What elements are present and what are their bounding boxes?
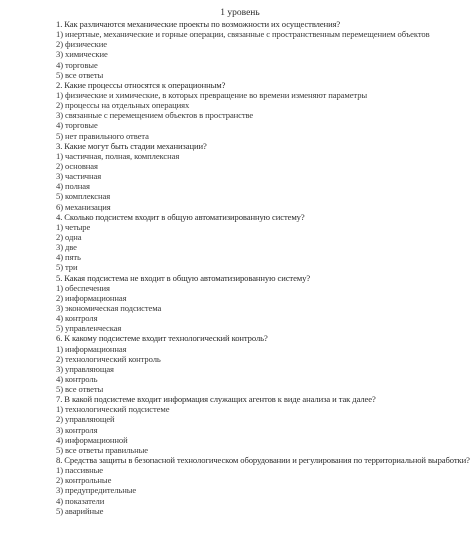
answer-option: 3) управляющая [56,363,114,374]
answer-option: 3) две [56,242,77,253]
answer-option: 4) пять [56,252,81,263]
answer-option: 2) управляющей [56,414,115,425]
answer-option: 5) три [56,262,78,273]
answer-option: 5) аварийные [56,505,104,516]
answer-option: 2) основная [56,160,98,171]
question-text: 2. Какие процессы относятся к операционным? [56,79,226,90]
question-text: 3. Какие могут быть стадии механизации? [56,140,207,151]
answer-option: 5) все ответы [56,69,104,80]
question-text: 4. Сколько подсистем входит в общую автоматизированную систему? [56,211,305,222]
answer-option: 5) все ответы правильные [56,444,148,455]
answer-option: 2) контрольные [56,475,112,486]
answer-option: 1) технологический подсистеме [56,404,170,415]
question-text: 6. К какому подсистеме входит технологический контроль? [56,333,268,344]
answer-option: 1) физические и химические, в которых превращение во времени изменяют параметры [56,89,368,100]
answer-option: 6) механизация [56,201,111,212]
answer-option: 3) химические [56,49,108,60]
answer-option: 3) предупредительные [56,485,137,496]
answer-option: 1) информационная [56,343,127,354]
document-title: 1 уровень [220,8,260,18]
answer-option: 1) обеспечения [56,282,110,293]
answer-option: 1) четыре [56,221,91,232]
answer-option: 2) процессы на отдельных операциях [56,100,190,111]
question-text: 7. В какой подсистеме входит информация служащих агентов к виде анализа и так далее? [56,394,376,405]
answer-option: 2) физические [56,39,107,50]
answer-option: 5) все ответы [56,384,104,395]
answer-option: 3) экономическая подсистема [56,302,162,313]
answer-option: 4) полная [56,181,90,192]
answer-option: 4) информационной [56,434,128,445]
answer-option: 5) комплексная [56,191,111,202]
answer-option: 4) торговые [56,59,98,70]
answer-option: 1) инертные, механические и горные операции, связанные с пространственным перемещением объектов [56,29,430,40]
answer-option: 4) контроль [56,373,98,384]
answer-option: 2) одна [56,231,82,242]
answer-option: 3) частичная [56,171,102,182]
answer-option: 4) контроля [56,313,98,324]
answer-option: 3) связанные с перемещением объектов в пространстве [56,110,254,121]
answer-option: 5) нет правильного ответа [56,130,149,141]
answer-option: 4) торговые [56,120,98,131]
answer-option: 2) технологический контроль [56,353,161,364]
answer-option: 1) пассивные [56,465,103,476]
answer-option: 5) управленческая [56,323,122,334]
question-text: 5. Какая подсистема не входит в общую автоматизированную систему? [56,272,311,283]
answer-option: 4) показатели [56,495,105,506]
answer-option: 1) частичная, полная, комплексная [56,150,180,161]
question-text: 8. Средства защиты в безопасной технологическом оборудовании и регулирования по территориальной выработки? [56,455,470,466]
answer-option: 3) контроля [56,424,98,435]
question-text: 1. Как различаются механические проекты по возможности их осуществления? [56,19,341,29]
answer-option: 2) информационная [56,292,127,303]
question-list [56,19,470,516]
